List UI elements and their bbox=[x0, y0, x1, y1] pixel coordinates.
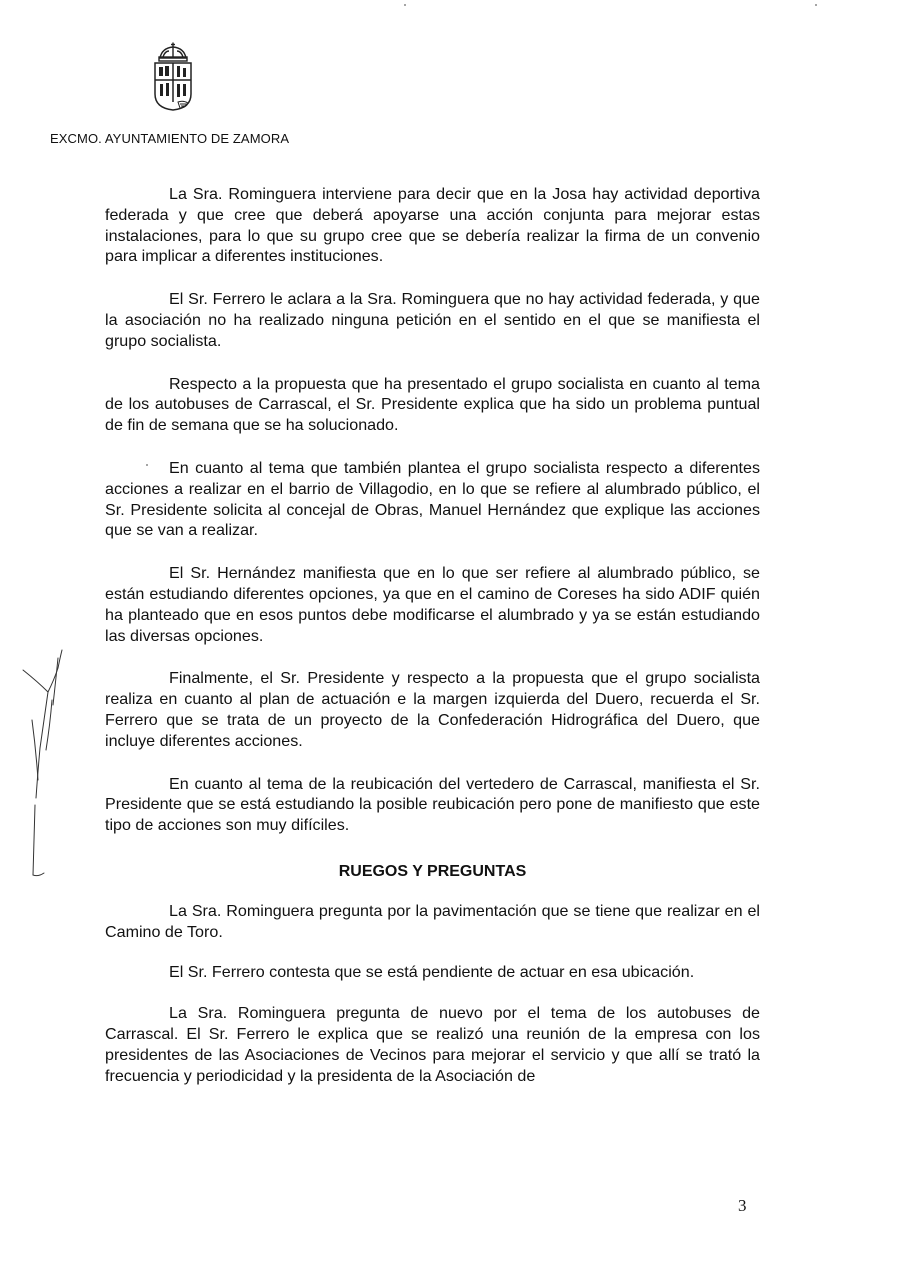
coat-of-arms-icon bbox=[150, 42, 196, 114]
paragraph: El Sr. Ferrero contesta que se está pendiente de actuar en esa ubicación. bbox=[169, 963, 695, 982]
paragraph: La Sra. Rominguera pregunta por la pavimentación que se tiene que realizar en el Camino de Toro. bbox=[105, 901, 760, 941]
page-number: 3 bbox=[738, 1196, 747, 1215]
paragraph: En cuanto al tema que también plantea el grupo socialista respecto a diferentes acciones a realizar en el barrio de Villagodio, en lo que se refiere al alumbrado público, el Sr. Presidente solicita al concejal de Obras, Manuel Hernández que explique las acciones que se van a realizar. bbox=[105, 458, 760, 540]
paragraph: En cuanto al tema de la reubicación del vertedero de Carrascal, manifiesta el Sr. Presidente que se está estudiando la posible reubicación pero pone de manifiesto que este tipo de acciones son muy difíciles. bbox=[105, 774, 760, 835]
paragraph: El Sr. Hernández manifiesta que en lo que ser refiere al alumbrado público, se están estudiando diferentes opciones, ya que en el camino de Coreses ha sido ADIF quién ha planteado que en esos puntos debe modificarse el alumbrado y ya se están estudiando las diversas opciones. bbox=[105, 564, 760, 645]
scan-speck bbox=[815, 4, 817, 6]
section-title: RUEGOS Y PREGUNTAS bbox=[338, 862, 527, 880]
scan-speck bbox=[404, 4, 406, 6]
paragraph: Finalmente, el Sr. Presidente y respecto a la propuesta que el grupo socialista realiza en cuanto al plan de actuación e la margen izquierda del Duero, recuerda el Sr. Ferrero que se trata de un proyecto de la Confederación Hidrográfica del Duero, que incluye diferentes acciones. bbox=[105, 669, 760, 750]
institution-header: EXCMO. AYUNTAMIENTO DE ZAMORA bbox=[50, 131, 290, 146]
paragraph: La Sra. Rominguera pregunta de nuevo por el tema de los autobuses de Carrascal. El Sr. Ferrero le explica que se realizó una reunión de la empresa con los presidentes de las Asociaciones de Vecinos para mejorar el servicio y que allí se trató la frecuencia y periodicidad y la presidenta de la Asociación de bbox=[105, 1004, 760, 1085]
handwritten-mark-icon bbox=[18, 630, 68, 890]
paragraph: La Sra. Rominguera interviene para decir que en la Josa hay actividad deportiva federada y que cree que deberá apoyarse una acción conjunta para mejorar estas instalaciones, para lo que su grupo cree que se debería realizar la firma de un convenio para implicar a diferentes instituciones. bbox=[105, 185, 760, 266]
scan-speck bbox=[146, 464, 148, 466]
paragraph: El Sr. Ferrero le aclara a la Sra. Rominguera que no hay actividad federada, y que la asociación no ha realizado ninguna petición en el sentido en el que se manifiesta el grupo socialista. bbox=[105, 290, 760, 350]
document-body bbox=[105, 184, 760, 1106]
paragraph: Respecto a la propuesta que ha presentado el grupo socialista en cuanto al tema de los autobuses de Carrascal, el Sr. Presidente explica que ha sido un problema puntual de fin de semana que se ha solucionado. bbox=[105, 374, 760, 435]
